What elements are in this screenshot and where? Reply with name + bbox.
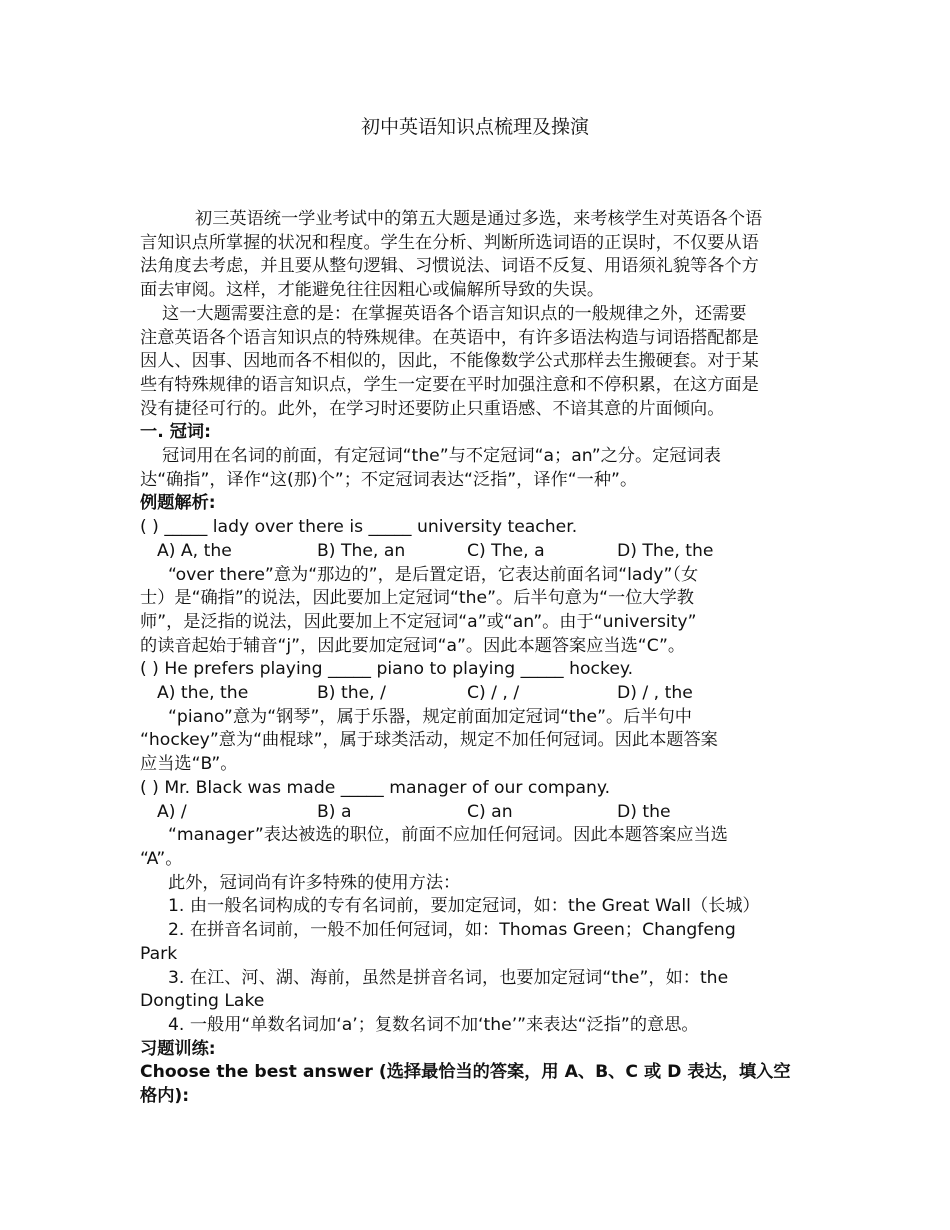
question-1: ( ) _____ lady over there is _____ university teacher. (140, 517, 578, 538)
examples-heading: 例题解析: (140, 493, 216, 514)
intro-line: 面去审阅。这样，才能避免往往因粗心或偏解所导致的失误。 (140, 280, 605, 301)
explanation-line: “manager”表达被选的职位，前面不应加任何冠词。因此本题答案应当选 (168, 825, 728, 846)
question-1-options (140, 540, 820, 564)
option-b: B) the, / (317, 683, 386, 704)
question-3: ( ) Mr. Black was made _____ manager of our company. (140, 777, 611, 798)
option-b: B) The, an (317, 540, 406, 561)
exercise-heading: 习题训练: (140, 1038, 216, 1059)
explanation-line: 士）是“确指”的说法，因此要加上定冠词“the”。后半句意为“一位大学教 (140, 588, 694, 609)
option-a: A) / (157, 801, 187, 822)
question-3-options (140, 801, 820, 825)
option-c: C) The, a (467, 540, 545, 561)
explanation-line: 应当选“B”。 (140, 754, 238, 775)
section-desc-line: 冠词用在名词的前面，有定冠词“the”与不定冠词“a；an”之分。定冠词表 (162, 446, 721, 467)
explanation-line: “piano”意为“钢琴”，属于乐器，规定前面加定冠词“the”。后半句中 (168, 706, 692, 727)
question-2: ( ) He prefers playing _____ piano to playing _____ hockey. (140, 659, 634, 680)
option-a: A) A, the (157, 540, 232, 561)
option-c: C) an (467, 801, 513, 822)
special-item-cont: Dongting Lake (140, 991, 265, 1012)
special-intro: 此外，冠词尚有许多特殊的使用方法： (168, 872, 461, 893)
intro-line: 言知识点所掌握的状况和程度。学生在分析、判断所选词语的正误时，不仅要从语 (140, 232, 759, 253)
intro-line: 没有捷径可行的。此外，在学习时还要防止只重语感、不谙其意的片面倾向。 (140, 398, 725, 419)
section-heading: 一. 冠词: (140, 422, 211, 443)
option-a: A) the, the (157, 683, 249, 704)
explanation-line: “hockey”意为“曲棍球”，属于球类活动，规定不加任何冠词。因此本题答案 (140, 730, 718, 751)
explanation-line: “A”。 (140, 848, 183, 869)
section-desc-line: 达“确指”，译作“这(那)个”；不定冠词表达“泛指”，译作“一种”。 (140, 469, 638, 490)
special-item: 2. 在拼音名词前，一般不加任何冠词，如：Thomas Green；Changfeng (168, 920, 736, 941)
question-2-options (140, 682, 820, 706)
instruction-line: Choose the best answer (选择最恰当的答案，用 A、B、C 或 D 表达，填入空 (140, 1062, 791, 1083)
intro-line: 这一大题需要注意的是：在掌握英语各个语言知识点的一般规律之外，还需要 (162, 303, 747, 324)
intro-line: 注意英语各个语言知识点的特殊规律。在英语中，有许多语法构造与词语搭配都是 (140, 327, 759, 348)
explanation-line: “over there”意为“那边的”，是后置定语，它表达前面名词“lady”（女 (168, 564, 699, 585)
option-c: C) / , / (467, 683, 520, 704)
explanation-line: 的读音起始于辅音“j”，因此要加定冠词“a”。因此本题答案应当选“C”。 (140, 635, 686, 656)
option-d: D) the (617, 801, 671, 822)
intro-line: 因人、因事、因地而各不相似的，因此，不能像数学公式那样去生搬硬套。对于某 (140, 351, 759, 372)
intro-line: 法角度去考虑，并且要从整句逻辑、习惯说法、词语不反复、用语须礼貌等各个方 (140, 256, 759, 277)
page-title: 初中英语知识点梳理及操演 (360, 116, 589, 138)
option-d: D) / , the (617, 683, 693, 704)
document-body (140, 208, 820, 1109)
intro-line: 初三英语统一学业考试中的第五大题是通过多选，来考核学生对英语各个语 (195, 209, 763, 229)
special-item: 3. 在江、河、湖、海前，虽然是拼音名词，也要加定冠词“the”，如：the (168, 967, 729, 988)
option-b: B) a (317, 801, 352, 822)
intro-line: 些有特殊规律的语言知识点，学生一定要在平时加强注意和不停积累，在这方面是 (140, 374, 759, 395)
option-d: D) The, the (617, 540, 714, 561)
special-item: 1. 由一般名词构成的专有名词前，要加定冠词，如：the Great Wall（长城） (168, 896, 760, 917)
instruction-line: 格内): (140, 1086, 190, 1107)
special-item: 4. 一般用“单数名词加‘a’；复数名词不加‘the’”来表达“泛指”的意思。 (168, 1014, 699, 1035)
explanation-line: 师”，是泛指的说法，因此要加上不定冠词“a”或“an”。由于“university” (140, 611, 697, 632)
special-item-cont: Park (140, 943, 178, 964)
